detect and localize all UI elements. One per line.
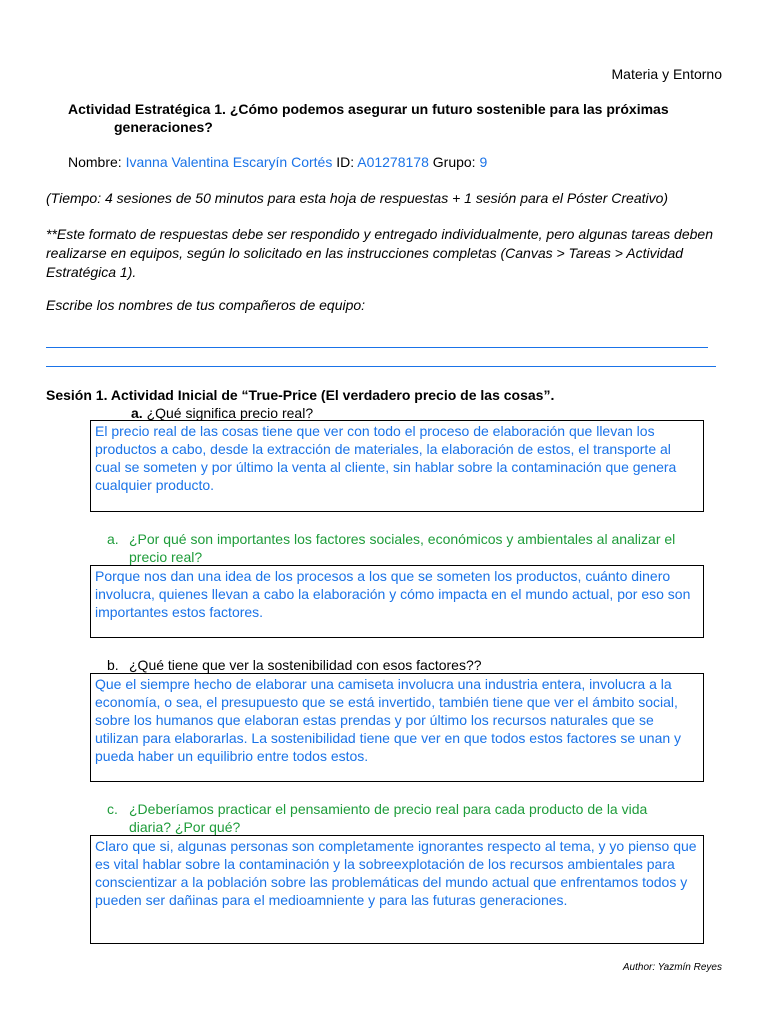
question-text-line2: diaria? ¿Por qué? [129,819,241,835]
author-footer: Author: Yazmín Reyes [622,962,722,973]
student-info [68,154,487,170]
question-text: ¿Qué significa precio real? [146,405,314,421]
team-member-line-2 [46,366,716,367]
activity-title [68,100,728,136]
section-title: Sesión 1. Actividad Inicial de “True-Price (El verdadero precio de las cosas”. [46,387,555,403]
question-b-sustainability [107,656,727,674]
format-note: **Este formato de respuestas debe ser respondido y entregado individualmente, pero algunas tareas deben realizarse en equipos, según lo solicitado en las instrucciones completas (Canvas > Tareas > Actividad Estratégica 1). [46,226,713,280]
answer-box-c-real-price: Claro que si, algunas personas son completamente ignorantes respecto al tema, y yo pienso que es vital hablar sobre la contaminación y la sobreexplotación de los recursos ambientales para conscientizar a la población sobre las problemáticas del mundo actual que enfrentamos todos y pueden ser dañinas para el medioamniente y para las futuras generaciones. [90,835,704,944]
id-label: ID: [336,154,355,170]
answer-box-a-meaning: El precio real de las cosas tiene que ver con todo el proceso de elaboración que llevan los productos a cabo, desde la extracción de materiales, la elaboración de estos, el transporte al cual se someten y por último la venta al cliente, sin hablar sobre la contaminación que genera cualquier producto. [90,420,704,512]
question-letter: a. [107,531,119,547]
question-a-factors [107,530,727,566]
question-text: ¿Qué tiene que ver la sostenibilidad con esos factores?? [129,657,482,673]
question-text-line2: precio real? [129,549,203,565]
activity-title-line1: Actividad Estratégica 1. ¿Cómo podemos asegurar un futuro sostenible para las próximas [68,101,669,117]
subject-header: Materia y Entorno [611,66,722,82]
team-member-line-1 [46,347,708,348]
question-letter: a. [131,405,143,421]
question-letter: b. [107,657,119,673]
time-note: (Tiempo: 4 sesiones de 50 minutos para esta hoja de respuestas + 1 sesión para el Póster Creativo) [46,190,669,206]
question-letter: c. [107,801,118,817]
name-label: Nombre: [68,154,122,170]
team-prompt: Escribe los nombres de tus compañeros de equipo: [46,297,366,313]
question-text-line1: ¿Por qué son importantes los factores sociales, económicos y ambientales al analizar el [129,531,676,547]
answer-box-b-sustainability: Que el siempre hecho de elaborar una camiseta involucra una industria entera, involucra a la economía, o sea, el presupuesto que se está invertido, también tiene que ver el ámbito social, sobre los humanos que elaboran estas prendas y por último los recursos naturales que se utilizan para elaborarlas. La sostenibilidad tiene que ver en que todos estos factores se unan y pueda haber un equilibrio entre todos estos. [90,673,704,782]
question-c-real-price [107,800,727,836]
id-value: A01278178 [357,154,429,170]
answer-box-a-factors: Porque nos dan una idea de los procesos a los que se someten los productos, cuánto dinero involucra, quienes llevan a cabo la elaboración y cómo impacta en el mundo actual, por eso son importantes estos factores. [90,565,704,638]
group-label: Grupo: [432,154,476,170]
question-text-line1: ¿Deberíamos practicar el pensamiento de precio real para cada producto de la vida [129,801,648,817]
activity-title-line2: generaciones? [114,119,213,135]
name-value: Ivanna Valentina Escaryín Cortés [125,154,333,170]
group-value: 9 [479,154,488,170]
